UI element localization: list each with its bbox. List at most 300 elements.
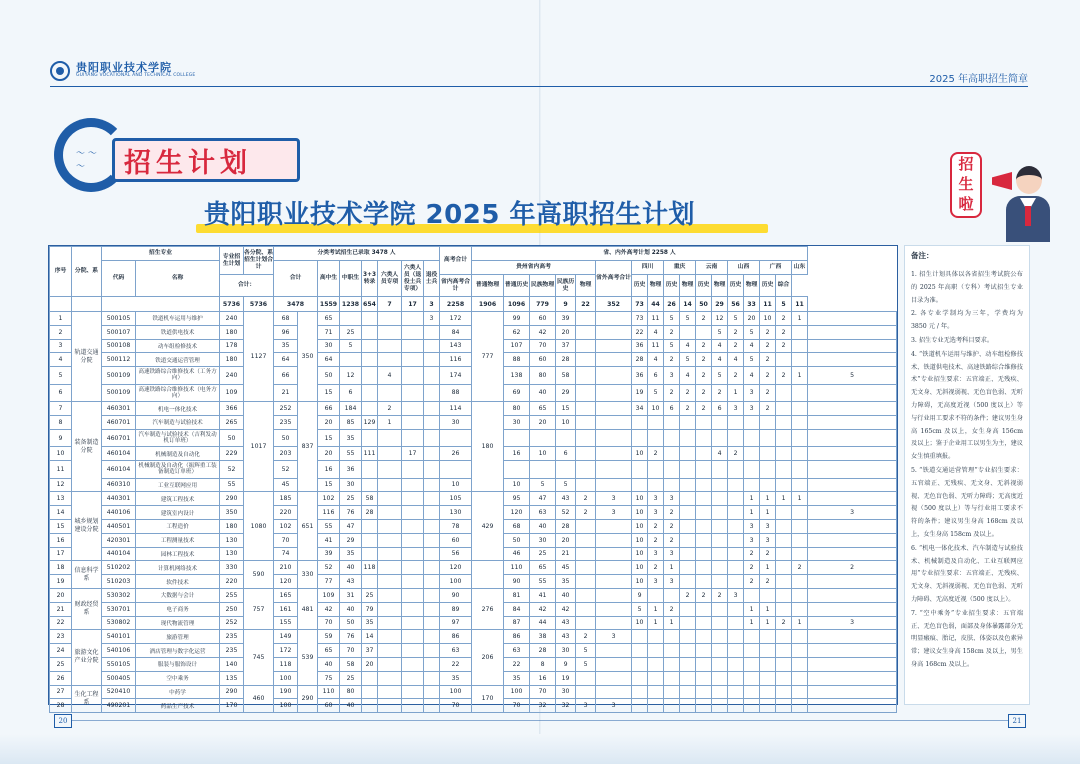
row-prov: 2 [776, 325, 792, 339]
row-in: 5 [576, 644, 596, 658]
row-classified [378, 325, 402, 339]
row-prov [712, 492, 728, 506]
row-classified [378, 492, 402, 506]
row-classified: 64 [318, 353, 340, 367]
row-prov [808, 478, 897, 492]
row-code: 460310 [102, 478, 136, 492]
row-sum: 165 [274, 588, 298, 602]
row-in: 43 [556, 492, 576, 506]
row-prov [712, 657, 728, 671]
row-prov [792, 339, 808, 353]
row-group-gk: 180 [472, 402, 504, 492]
row-classified [402, 367, 424, 385]
row-prov: 10 [648, 402, 664, 416]
row-gk: 120 [440, 561, 472, 575]
row-out: 22 [632, 325, 648, 339]
row-code: 500405 [102, 671, 136, 685]
row-plan: 130 [220, 547, 244, 561]
birds-icon: 〜 〜 〜 [76, 149, 97, 172]
row-gk: 97 [440, 616, 472, 630]
row-prov: 5 [712, 325, 728, 339]
total-prov: 11 [760, 297, 776, 312]
row-classified [402, 616, 424, 630]
col-major: 招生专业 [102, 247, 220, 261]
row-classified [362, 325, 378, 339]
col-pt-wl: 普通物理 [472, 275, 504, 297]
row-sum: 96 [274, 325, 298, 339]
col-six-spec: 六类人员专项 [378, 261, 402, 297]
row-code: 550105 [102, 657, 136, 671]
row-classified: 15 [318, 478, 340, 492]
row-prov [776, 699, 792, 713]
row-prov [696, 616, 712, 630]
table-row [50, 312, 897, 326]
row-prov: 2 [664, 533, 680, 547]
row-classified [402, 533, 424, 547]
row-prov [664, 630, 680, 644]
row-classified [424, 644, 440, 658]
row-prov [776, 506, 792, 520]
row-in [596, 402, 632, 416]
row-classified: 30 [318, 339, 340, 353]
row-prov [728, 415, 744, 429]
row-in: 29 [556, 384, 576, 402]
row-seq: 14 [50, 506, 72, 520]
row-seq: 4 [50, 353, 72, 367]
row-prov: 1 [744, 506, 760, 520]
row-sum: 68 [274, 312, 298, 326]
row-prov [776, 630, 792, 644]
row-seq: 12 [50, 478, 72, 492]
row-classified: 40 [340, 561, 362, 575]
row-code: 440501 [102, 519, 136, 533]
row-out: 10 [632, 533, 648, 547]
row-in: 110 [504, 561, 530, 575]
row-prov: 2 [648, 519, 664, 533]
row-in [596, 575, 632, 589]
col-in-sum: 省内高考合计 [440, 275, 472, 297]
row-prov: 4 [744, 367, 760, 385]
col-zh: 综合 [776, 275, 792, 297]
row-classified [402, 519, 424, 533]
row-gk [440, 461, 472, 479]
row-prov [712, 616, 728, 630]
row-sum: 185 [274, 492, 298, 506]
row-in [576, 447, 596, 461]
row-in [504, 429, 530, 447]
row-in [576, 575, 596, 589]
row-prov [664, 478, 680, 492]
row-in: 65 [530, 402, 556, 416]
row-prov [696, 630, 712, 644]
bubble-char: 啦 [958, 195, 974, 213]
row-prov [776, 671, 792, 685]
row-prov [696, 478, 712, 492]
row-classified [340, 353, 362, 367]
row-seq: 9 [50, 429, 72, 447]
row-in [576, 367, 596, 385]
row-in: 20 [530, 415, 556, 429]
row-in [596, 384, 632, 402]
row-classified: 20 [362, 657, 378, 671]
row-seq: 20 [50, 588, 72, 602]
row-prov [760, 630, 776, 644]
row-out: 34 [632, 402, 648, 416]
row-seq: 13 [50, 492, 72, 506]
row-prov: 3 [664, 367, 680, 385]
row-prov [728, 461, 744, 479]
row-prov [808, 657, 897, 671]
row-in [576, 616, 596, 630]
row-classified [402, 478, 424, 492]
row-prov [792, 575, 808, 589]
row-prov: 2 [664, 325, 680, 339]
row-prov [712, 478, 728, 492]
row-prov: 2 [760, 547, 776, 561]
row-classified [424, 671, 440, 685]
row-prov: 6 [648, 367, 664, 385]
row-prov [808, 384, 897, 402]
row-classified [402, 671, 424, 685]
row-prov [776, 519, 792, 533]
row-prov [808, 602, 897, 616]
row-classified [378, 671, 402, 685]
row-prov [664, 429, 680, 447]
row-code: 510202 [102, 561, 136, 575]
row-in [530, 429, 556, 447]
row-code: 520410 [102, 685, 136, 699]
row-in: 10 [556, 415, 576, 429]
row-out: 10 [632, 575, 648, 589]
row-prov [680, 685, 696, 699]
school-name: 贵阳职业技术学院 [76, 61, 172, 74]
row-in [596, 353, 632, 367]
row-sum: 102 [274, 519, 298, 533]
row-prov: 2 [664, 506, 680, 520]
row-prov: 2 [696, 588, 712, 602]
row-classified: 37 [362, 644, 378, 658]
row-classified: 110 [318, 685, 340, 699]
row-in [596, 461, 632, 479]
row-in: 30 [556, 644, 576, 658]
row-group-gk: 276 [472, 588, 504, 629]
row-classified [424, 447, 440, 461]
row-name: 电子商务 [136, 602, 220, 616]
row-prov: 2 [776, 339, 792, 353]
row-classified [378, 353, 402, 367]
row-prov [680, 547, 696, 561]
megaphone-icon [992, 172, 1012, 190]
row-prov [664, 447, 680, 461]
row-name: 计算机网络技术 [136, 561, 220, 575]
row-prov: 3 [648, 575, 664, 589]
row-prov [664, 685, 680, 699]
row-classified [402, 353, 424, 367]
row-prov [712, 699, 728, 713]
row-classified: 85 [340, 415, 362, 429]
row-name: 园林工程技术 [136, 547, 220, 561]
row-classified [402, 699, 424, 713]
row-plan: 290 [220, 492, 244, 506]
row-prov: 2 [648, 447, 664, 461]
row-prov [696, 547, 712, 561]
row-in: 28 [530, 644, 556, 658]
row-in [596, 547, 632, 561]
row-prov: 12 [712, 312, 728, 326]
row-prov [792, 671, 808, 685]
row-prov [744, 699, 760, 713]
row-prov [680, 671, 696, 685]
row-prov: 5 [728, 312, 744, 326]
row-plan: 178 [220, 339, 244, 353]
row-plan: 265 [220, 415, 244, 429]
row-prov: 2 [680, 588, 696, 602]
row-prov [680, 575, 696, 589]
row-prov: 2 [728, 367, 744, 385]
row-classified [424, 367, 440, 385]
row-prov: 3 [760, 519, 776, 533]
row-code: 540101 [102, 630, 136, 644]
row-classified [424, 492, 440, 506]
row-prov: 1 [792, 492, 808, 506]
row-dept-plan: 590 [244, 561, 274, 589]
row-code: 420301 [102, 533, 136, 547]
row-plan: 235 [220, 630, 244, 644]
row-classified: 50 [318, 367, 340, 385]
row-name: 旅游管理 [136, 630, 220, 644]
row-in: 95 [504, 492, 530, 506]
col-wl: 物理 [680, 275, 696, 297]
col-wl: 物理 [648, 275, 664, 297]
table-row [50, 588, 897, 602]
row-classified [362, 519, 378, 533]
totals-blank [102, 297, 220, 312]
row-classified [402, 588, 424, 602]
row-name: 建筑室内设计 [136, 506, 220, 520]
row-prov [776, 447, 792, 461]
row-in: 44 [530, 616, 556, 630]
brochure-title: 2025 年高职招生简章 [929, 74, 1028, 85]
row-classified [424, 478, 440, 492]
row-in [596, 588, 632, 602]
row-prov [760, 415, 776, 429]
row-classified: 75 [318, 671, 340, 685]
row-prov: 2 [696, 367, 712, 385]
row-prov [728, 644, 744, 658]
row-classified [362, 384, 378, 402]
row-dept-plan: 1127 [244, 312, 274, 402]
row-dept-plan: 460 [244, 685, 274, 713]
row-seq: 19 [50, 575, 72, 589]
row-seq: 22 [50, 616, 72, 630]
total-mz-wl: 9 [556, 297, 576, 312]
row-in [596, 561, 632, 575]
row-in [530, 461, 556, 479]
row-out [632, 415, 648, 429]
note-item: 6. “机电一体化技术、汽车制造与试验技术、机械制造及自动化、工业互联网应用”专业招生要求：五官端正、无残疾、无文身、无斜视弱视、无色盲色弱、无听力障碍、无高度近视（500 度以上）。 [911, 544, 1023, 603]
row-prov [696, 492, 712, 506]
row-prov: 2 [664, 384, 680, 402]
row-classified [378, 699, 402, 713]
row-classified: 40 [318, 657, 340, 671]
row-classified [424, 575, 440, 589]
row-prov: 2 [776, 616, 792, 630]
row-in [576, 353, 596, 367]
note-item: 5. “铁道交通运营管理”专业招生要求：五官端正、无残疾、无文身、无斜视弱视、无色盲色弱、无听力障碍；无高度近视（500 度以上）等与行业用工要求不符的条件；建议男生身高 168cm 及以上，女生身高 158cm 及以上。 [911, 466, 1023, 538]
note-item: 4. “铁道机车运用与维护、动车组检修技术、铁道供电技术、高速铁路综合维修技术”专业招生要求：五官端正、无残疾、无文身、无斜视弱视、无色盲色弱、无听力障碍，无高度近视（500 度以上）等与行业用工要求不符的条件；建议男生身高 165cm 及以上，女生身高 156cm 及以上；鉴于企业用工以男生为主，建议女生慎重填报。 [911, 350, 1023, 461]
row-prov [728, 671, 744, 685]
row-in: 68 [504, 519, 530, 533]
row-prov [728, 533, 744, 547]
row-seq: 23 [50, 630, 72, 644]
total-in-sum: 1906 [472, 297, 504, 312]
totals-row [50, 297, 897, 312]
col-ls: 历史 [696, 275, 712, 297]
row-classified: 25 [340, 671, 362, 685]
row-prov [712, 533, 728, 547]
row-group-gk: 170 [472, 685, 504, 713]
row-prov [712, 561, 728, 575]
row-classified [402, 402, 424, 416]
row-in [596, 671, 632, 685]
row-classified: 12 [340, 367, 362, 385]
row-classified [424, 630, 440, 644]
row-prov [792, 353, 808, 367]
banner-label: 招生计划 [124, 148, 252, 179]
row-prov: 3 [664, 575, 680, 589]
row-sum: 35 [274, 339, 298, 353]
row-sum: 161 [274, 602, 298, 616]
row-in: 16 [504, 447, 530, 461]
row-out [632, 630, 648, 644]
row-classified [402, 506, 424, 520]
row-prov [808, 519, 897, 533]
row-classified [424, 461, 440, 479]
row-group-gk: 206 [472, 630, 504, 685]
row-prov [728, 519, 744, 533]
row-out: 5 [632, 602, 648, 616]
row-code: 500108 [102, 339, 136, 353]
row-group-sum: 481 [298, 588, 318, 629]
row-classified: 35 [340, 547, 362, 561]
row-prov: 2 [744, 547, 760, 561]
row-classified: 4 [378, 367, 402, 385]
row-sum: 100 [274, 671, 298, 685]
col-wl: 物理 [744, 275, 760, 297]
row-in: 28 [556, 353, 576, 367]
row-classified [378, 657, 402, 671]
row-classified [424, 506, 440, 520]
row-sum: 64 [274, 353, 298, 367]
row-plan: 52 [220, 461, 244, 479]
row-gk: 130 [440, 506, 472, 520]
row-gk: 10 [440, 478, 472, 492]
row-out [632, 644, 648, 658]
row-prov [760, 461, 776, 479]
row-classified: 76 [340, 630, 362, 644]
row-in: 65 [530, 561, 556, 575]
col-out-sum: 省外高考合计 [596, 261, 632, 297]
row-prov [728, 575, 744, 589]
row-in: 39 [556, 312, 576, 326]
row-in [576, 312, 596, 326]
row-in: 20 [556, 325, 576, 339]
row-classified: 42 [318, 602, 340, 616]
row-in: 63 [504, 644, 530, 658]
row-seq: 10 [50, 447, 72, 461]
row-prov [680, 533, 696, 547]
row-plan: 135 [220, 671, 244, 685]
row-in: 30 [504, 415, 530, 429]
row-classified: 55 [318, 519, 340, 533]
row-prov [808, 492, 897, 506]
row-prov [792, 547, 808, 561]
row-classified [378, 447, 402, 461]
row-sum: 235 [274, 415, 298, 429]
row-prov [696, 447, 712, 461]
row-classified: 50 [340, 616, 362, 630]
total-out-sum: 352 [596, 297, 632, 312]
row-prov [696, 657, 712, 671]
row-prov: 3 [744, 519, 760, 533]
row-prov [648, 415, 664, 429]
row-classified [424, 602, 440, 616]
row-classified [378, 339, 402, 353]
row-sum: 66 [274, 367, 298, 385]
col-sum: 合计 [274, 261, 318, 297]
row-classified [402, 461, 424, 479]
row-code: 460701 [102, 415, 136, 429]
row-name: 药品生产技术 [136, 699, 220, 713]
row-in [576, 547, 596, 561]
col-trans: 3+3 转录 [362, 261, 378, 297]
row-prov [680, 657, 696, 671]
row-in: 30 [530, 533, 556, 547]
total-prov: 44 [648, 297, 664, 312]
row-prov [760, 685, 776, 699]
row-in [576, 519, 596, 533]
table-row [50, 492, 897, 506]
row-seq: 26 [50, 671, 72, 685]
row-in: 32 [556, 699, 576, 713]
row-in: 28 [556, 519, 576, 533]
row-name: 机电一体化技术 [136, 402, 220, 416]
mascot-bubble [950, 152, 982, 218]
row-dept-plan: 1080 [244, 492, 274, 561]
row-name: 现代物流管理 [136, 616, 220, 630]
total-gz: 1559 [318, 297, 340, 312]
notes-panel [904, 245, 1030, 705]
row-prov: 2 [760, 575, 776, 589]
row-classified: 102 [318, 492, 340, 506]
total-six-spec: 7 [378, 297, 402, 312]
row-prov [680, 616, 696, 630]
row-prov [664, 461, 680, 479]
row-prov [760, 644, 776, 658]
row-prov [712, 415, 728, 429]
row-in: 5 [576, 657, 596, 671]
footer-band [0, 734, 1080, 764]
row-prov [648, 630, 664, 644]
row-prov [744, 630, 760, 644]
row-code: 460104 [102, 461, 136, 479]
row-prov [664, 699, 680, 713]
row-prov [696, 644, 712, 658]
row-prov [712, 547, 728, 561]
row-prov [744, 671, 760, 685]
row-code: 510203 [102, 575, 136, 589]
row-out: 19 [632, 384, 648, 402]
